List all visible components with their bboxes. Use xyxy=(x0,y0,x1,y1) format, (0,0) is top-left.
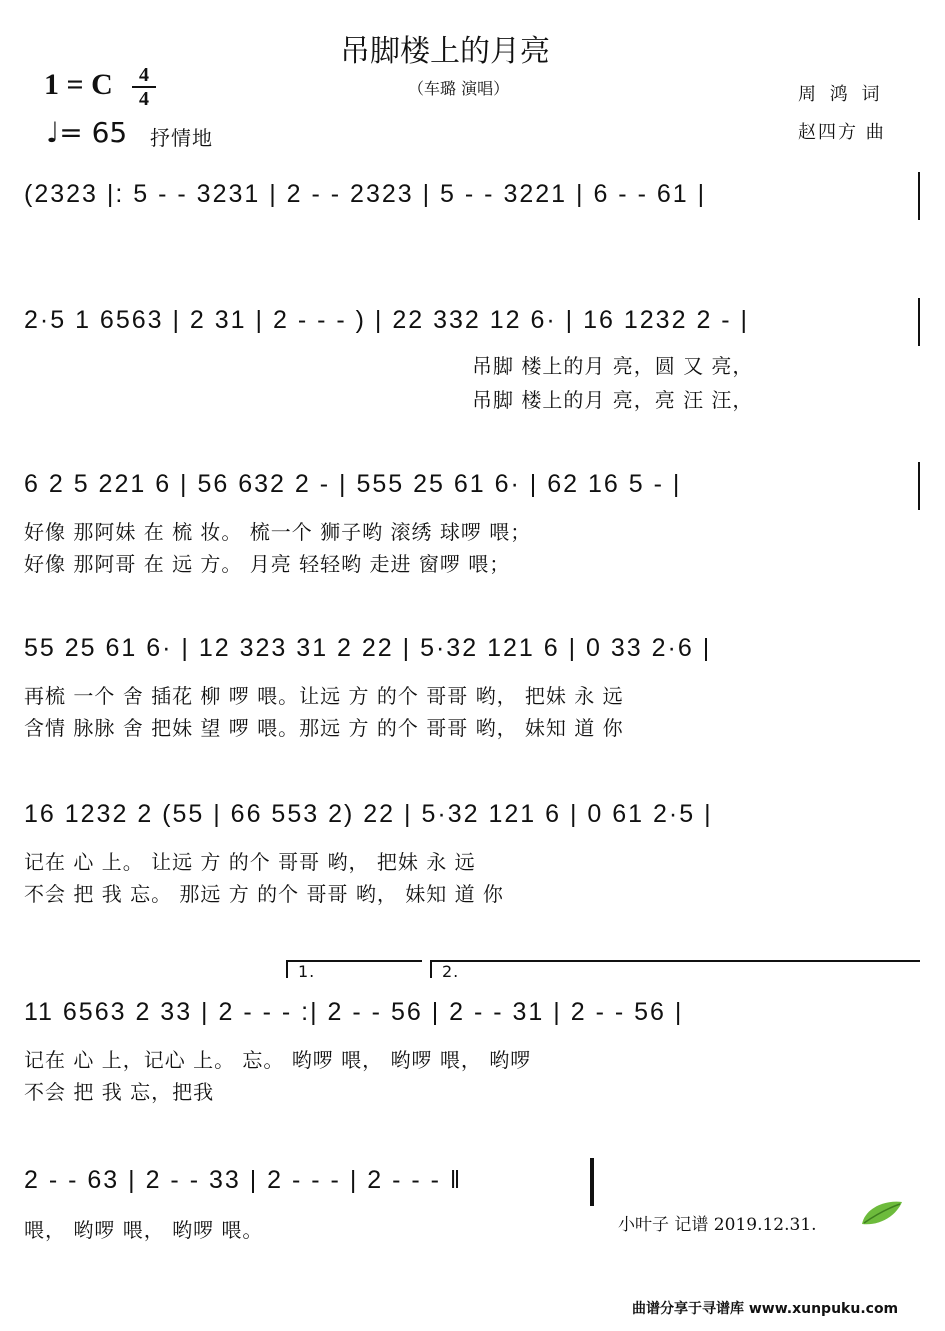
key-signature: 1 = C xyxy=(44,68,113,101)
system-4-lyrics-verse-2: 含情 脉脉 舍 把妹 望 啰 喂。那远 方 的个 哥哥 哟， 妹知 道 你 xyxy=(24,716,624,740)
system-2-lyrics-verse-1: 吊脚 楼上的月 亮，圆 又 亮， xyxy=(472,354,754,378)
system-5-lyrics-verse-2: 不会 把 我 忘。 那远 方 的个 哥哥 哟， 妹知 道 你 xyxy=(24,882,504,906)
barline xyxy=(918,298,920,346)
volta-2-bracket xyxy=(430,960,920,962)
system-3-lyrics-verse-1: 好像 那阿妹 在 梳 妆。 梳一个 狮子哟 滚绣 球啰 喂； xyxy=(24,520,532,544)
system-5-notes: 16 1232 2 (55 | 66 553 2) 22 | 5·32 121 6 | 0 61 2·5 | xyxy=(24,800,713,828)
transcriber-credit: 小叶子 记谱 2019.12.31. xyxy=(618,1215,817,1235)
system-4-notes: 55 25 61 6· | 12 323 31 2 22 | 5·32 121 6 | 0 33 2·6 | xyxy=(24,634,712,662)
tempo-marking: ♩= 65 xyxy=(46,116,128,149)
system-3-lyrics-verse-2: 好像 那阿哥 在 远 方。 月亮 轻轻哟 走进 窗啰 喂； xyxy=(24,552,511,576)
source-site-credit: 曲谱分享于寻谱库 www.xunpuku.com xyxy=(632,1301,899,1317)
system-3-notes: 6 2 5 221 6 | 56 632 2 - | 555 25 61 6· | 62 16 5 - | xyxy=(24,470,682,498)
system-5-lyrics-verse-1: 记在 心 上。 让远 方 的个 哥哥 哟， 把妹 永 远 xyxy=(24,850,476,874)
volta-1-bracket-side xyxy=(286,960,288,978)
time-sig-bottom: 4 xyxy=(139,88,149,110)
time-signature xyxy=(132,64,156,110)
system-4-lyrics-verse-1: 再梳 一个 舍 插花 柳 啰 喂。让远 方 的个 哥哥 哟， 把妹 永 远 xyxy=(24,684,624,708)
leaf-icon xyxy=(856,1196,906,1230)
lyricist-credit: 周 鸿 词 xyxy=(798,84,884,105)
barline xyxy=(918,172,920,220)
singer-credit: （车璐 演唱） xyxy=(408,79,510,98)
system-6-lyrics-verse-2: 不会 把 我 忘，把我 xyxy=(24,1080,215,1104)
song-title: 吊脚楼上的月亮 xyxy=(340,34,550,69)
composer-credit: 赵四方 曲 xyxy=(798,122,886,143)
system-1-notes: (2323 |: 5 - - 3231 | 2 - - 2323 | 5 - - 3221 | 6 - - 61 | xyxy=(24,180,707,208)
expression-marking: 抒情地 xyxy=(150,126,213,150)
system-6-notes: 11 6563 2 33 | 2 - - - :| 2 - - 56 | 2 - - 31 | 2 - - 56 | xyxy=(24,998,684,1026)
volta-2-bracket-side xyxy=(430,960,432,978)
time-sig-top: 4 xyxy=(139,64,149,86)
final-barline xyxy=(590,1158,594,1206)
system-2-lyrics-verse-2: 吊脚 楼上的月 亮，亮 汪 汪， xyxy=(472,388,754,412)
system-7-notes: 2 - - 63 | 2 - - 33 | 2 - - - | 2 - - - ‖ xyxy=(24,1166,463,1194)
system-7-lyrics-verse-1: 喂， 哟啰 喂， 哟啰 喂。 xyxy=(24,1218,264,1242)
volta-1-label: 1. xyxy=(298,962,316,981)
volta-2-label: 2. xyxy=(442,962,460,981)
barline xyxy=(918,462,920,510)
system-2-notes: 2·5 1 6563 | 2 31 | 2 - - - ) | 22 332 12 6· | 16 1232 2 - | xyxy=(24,306,750,334)
system-6-lyrics-verse-1: 记在 心 上，记心 上。 忘。 哟啰 喂， 哟啰 喂， 哟啰 xyxy=(24,1048,532,1072)
